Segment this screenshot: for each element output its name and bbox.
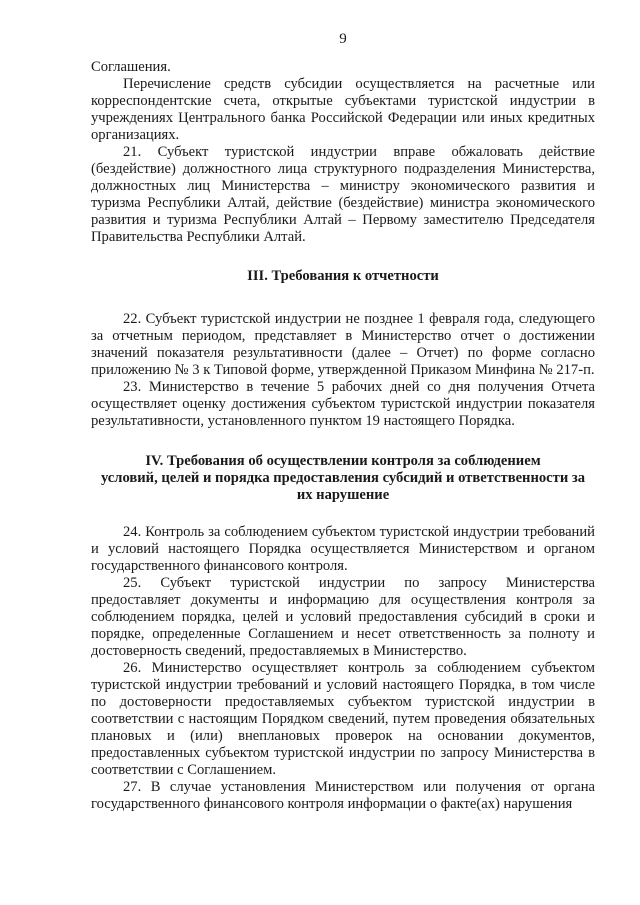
section-4-heading-line-2: условий, целей и порядка предоставления субсидий и ответственности за [100,470,586,486]
paragraph-26: 26. Министерство осуществляет контроль за соблюдением субъектом туристской индустрии требований и условий настоящего Порядка, в том числе по достоверности предоставляемых субъектом туристской индустрии в соответствии с настоящим Порядком сведений, путем проведения обязательных плановых и (или) внеплановых проверок на основании документов, предоставленных субъектом туристской индустрии по запросу Министерства в соответствии с Соглашением. [91,660,595,778]
paragraph-21: 21. Субъект туристской индустрии вправе обжаловать действие (бездействие) должностного лица структурного подразделения Министерства, должностных лиц Министерства – министру экономического развития и туризма Республики Алтай, действие (бездействие) министра экономического развития и туризма Республики Алтай – Первому заместителю Председателя Правительства Республики Алтай. [91,144,595,245]
page-number: 9 [339,31,347,47]
paragraph-25: 25. Субъект туристской индустрии по запросу Министерства предоставляет документы и информацию для осуществления контроля за соблюдением порядка, целей и условий предоставления субсидий в сроки и порядке, определенные Соглашением и несет ответственность за полноту и достоверность сведений, предоставляемых в Министерство. [91,575,595,659]
paragraph-22: 22. Субъект туристской индустрии не позднее 1 февраля года, следующего за отчетным периодом, представляет в Министерство отчет о достижении значений показателя результативности (далее – Отчет) по форме согласно приложению № 3 к Типовой форме, утвержденной Приказом Минфина № 217-п. [91,311,595,378]
document-page [91,30,595,813]
paragraph-24: 24. Контроль за соблюдением субъектом туристской индустрии требований и условий настоящего Порядка осуществляется Министерством и органом государственного финансового контроля. [91,524,595,574]
paragraph-23: 23. Министерство в течение 5 рабочих дней со дня получения Отчета осуществляет оценку достижения субъектом туристской индустрии показателя результативности, установленного пунктом 19 настоящего Порядка. [91,379,595,429]
paragraph-agreement-end: Соглашения. [91,59,171,75]
section-3-heading: III. Требования к отчетности [247,268,439,284]
paragraph-subsidy-transfer: Перечисление средств субсидии осуществляется на расчетные или корреспондентские счета, открытые субъектами туристской индустрии в учреждениях Центрального банка Российской Федерации или иных кредитных организациях. [91,76,595,143]
section-4-heading-line-1: IV. Требования об осуществлении контроля за соблюдением [145,453,541,469]
section-4-heading [91,453,595,504]
paragraph-27: 27. В случае установления Министерством или получения от органа государственного финансового контроля информации о факте(ах) нарушения [91,779,595,812]
section-4-heading-line-3: их нарушение [296,487,390,503]
